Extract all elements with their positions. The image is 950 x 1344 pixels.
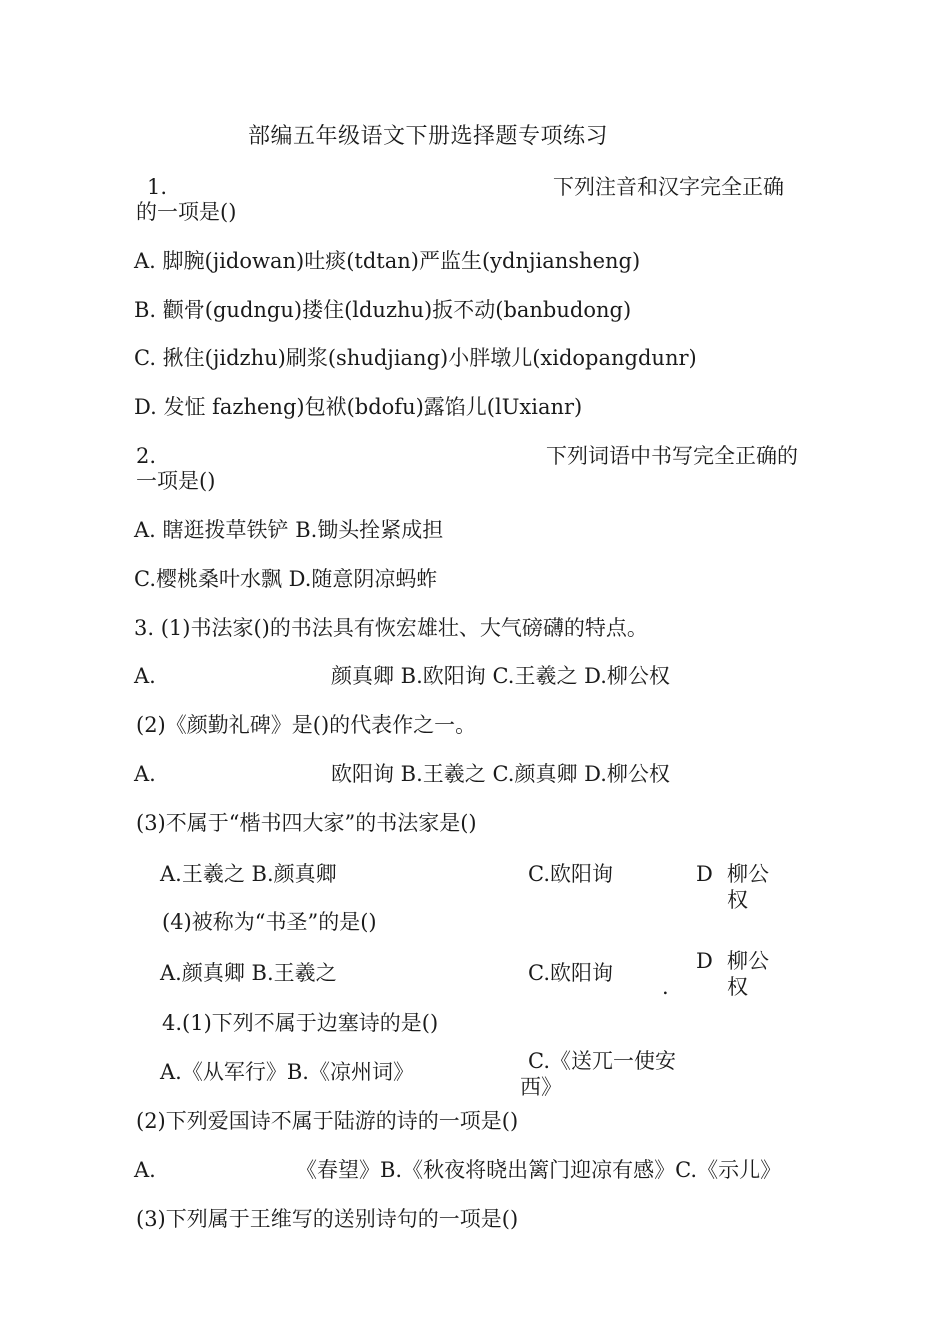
q3-part4-option-d-dot: .	[662, 975, 669, 999]
q3-part3-d-text-2: 权	[727, 888, 748, 912]
q1-stem-cont: 的一项是()	[136, 200, 237, 224]
q3-part2-options: 欧阳询 B.王羲之 C.颜真卿 D.柳公权	[331, 762, 670, 786]
q3-part4-option-d-text-2: 权	[727, 975, 748, 999]
q4-part3-stem: (3)下列属于王维写的送别诗句的一项是()	[136, 1207, 519, 1231]
q4-part1-stem: 4.(1)下列不属于边塞诗的是()	[162, 1011, 439, 1035]
q3-part2-stem: (2)《颜勤礼碑》是()的代表作之一。	[136, 713, 477, 737]
q3-part4-option-d-text-1: 柳公	[727, 949, 769, 973]
q4-part2-options: 《春望》B.《秋夜将晓出篱门迎凉有感》C.《示儿》	[296, 1158, 782, 1182]
q3-part3-option-d-text	[727, 861, 787, 912]
q1-option-d: D. 发怔 fazheng)包袱(bdofu)露馅儿(lUxianr)	[134, 395, 583, 419]
q3-part4-option-ab: A.颜真卿 B.王羲之	[160, 961, 337, 985]
q3-part3-option-d-letter: D	[696, 862, 713, 886]
q1-option-b: B. 颧骨(gudngu)搂住(lduzhu)扳不动(banbudong)	[134, 298, 632, 322]
q2-stem-cont: 一项是()	[136, 469, 216, 493]
q3-part3-option-ab: A.王羲之 B.颜真卿	[160, 862, 337, 886]
q1-option-a: A. 脚腕(jidowan)吐痰(tdtan)严监生(ydnjiansheng)	[134, 249, 641, 273]
q3-part2-label: A.	[134, 762, 156, 786]
q2-option-ab: A. 瞎逛拨草铁铲 B.锄头拴紧成担	[134, 518, 444, 542]
q2-stem: 下列词语中书写完全正确的	[546, 444, 798, 468]
q3-part4-option-c: C.欧阳询	[528, 961, 613, 985]
q3-part1-options: 颜真卿 B.欧阳询 C.王羲之 D.柳公权	[331, 664, 670, 688]
q2-number: 2.	[136, 444, 157, 468]
q4-part1-c-text-2: 西》	[520, 1075, 562, 1099]
q2-option-cd: C.樱桃桑叶水飘 D.随意阴凉蚂蚱	[134, 567, 438, 591]
q3-part1-label: A.	[134, 664, 156, 688]
q3-part1-stem: 3. (1)书法家()的书法具有恢宏雄壮、大气磅礴的特点。	[134, 616, 648, 640]
q3-part3-d-text-1: 柳公	[727, 862, 769, 886]
q4-part1-option-c	[520, 1048, 728, 1099]
q1-stem: 下列注音和汉字完全正确	[553, 175, 784, 199]
q4-part2-stem: (2)下列爱国诗不属于陆游的诗的一项是()	[136, 1109, 519, 1133]
page-title: 部编五年级语文下册选择题专项练习	[248, 124, 609, 149]
q3-part3-stem: (3)不属于“楷书四大家”的书法家是()	[136, 811, 477, 835]
q4-part2-label: A.	[134, 1158, 156, 1182]
q1-number: 1.	[147, 175, 168, 199]
q3-part4-option-d-letter: D	[696, 949, 713, 973]
q4-part1-c-text-1: C.《送兀一使安	[528, 1049, 676, 1073]
q4-part1-option-ab: A.《从军行》B.《凉州词》	[160, 1060, 414, 1084]
q1-option-c: C. 揪住(jidzhu)刷浆(shudjiang)小胖墩儿(xidopangdunr)	[134, 346, 697, 370]
q3-part4-stem: (4)被称为“书圣”的是()	[162, 910, 377, 934]
q3-part3-option-c: C.欧阳询	[528, 862, 613, 886]
